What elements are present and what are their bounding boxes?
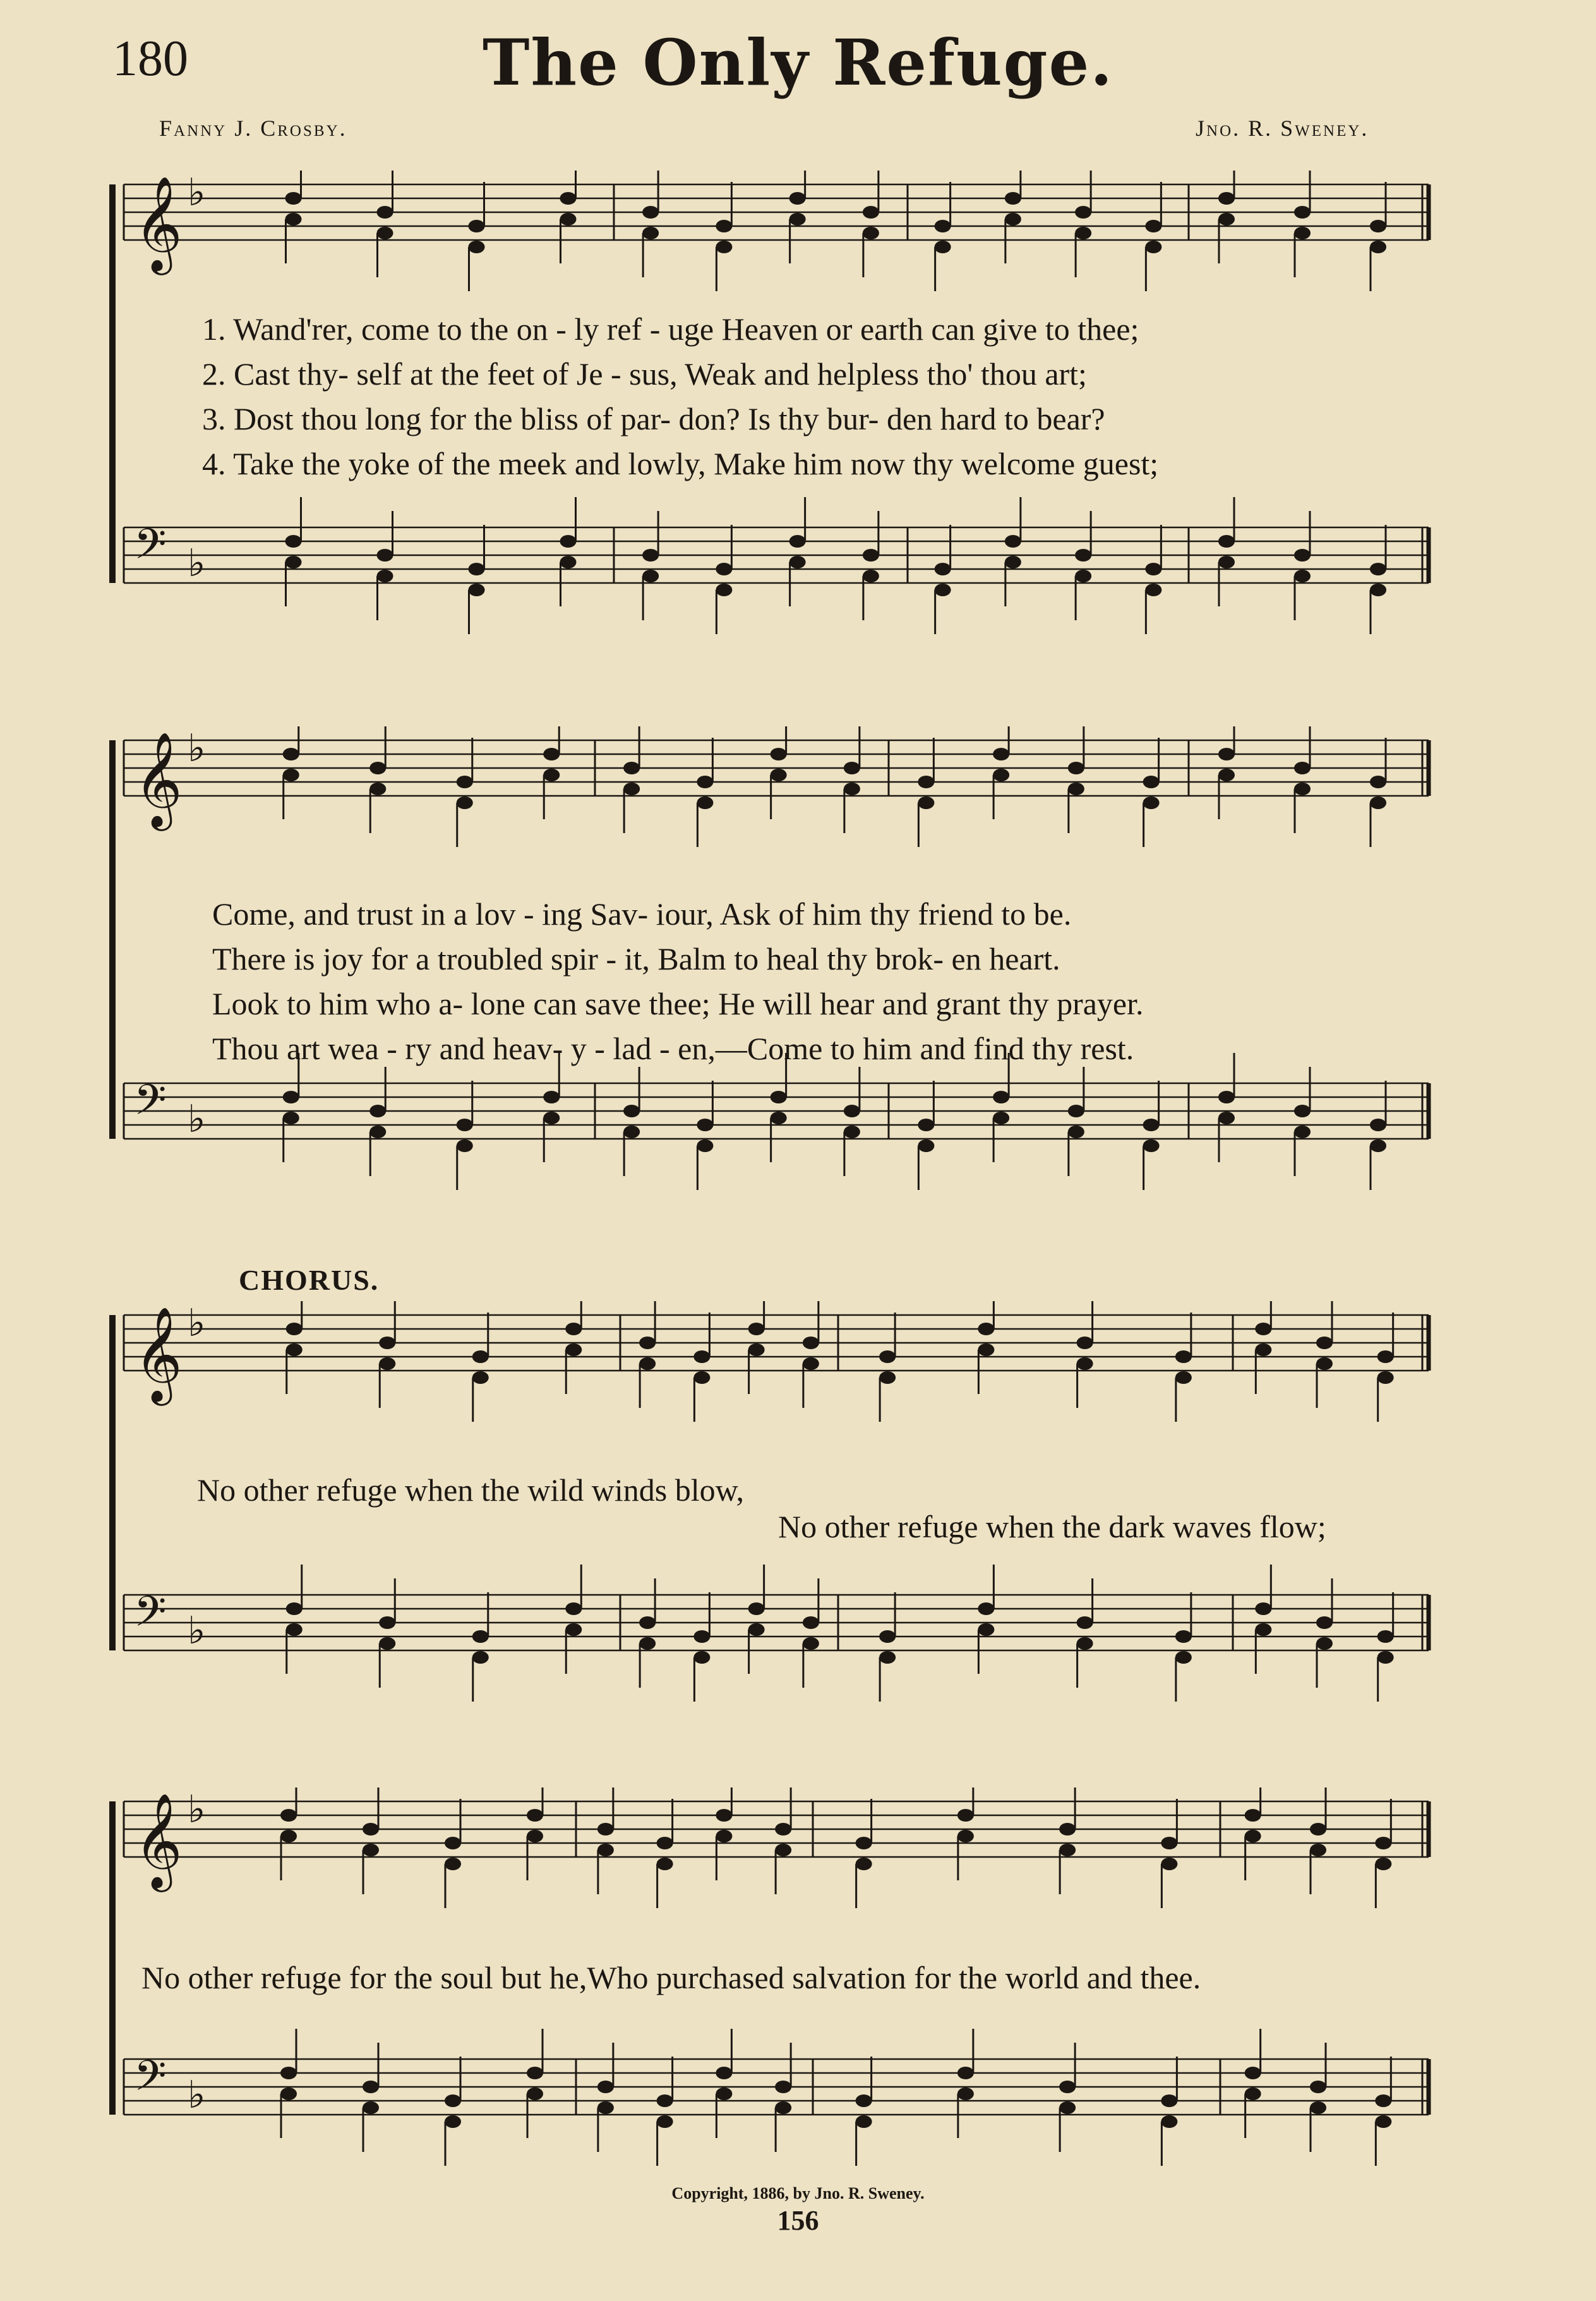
note-head — [978, 1623, 994, 1636]
note-head — [623, 1105, 640, 1117]
bass-clef-icon: 𝄢 — [134, 1587, 167, 1646]
note-head — [623, 1126, 640, 1138]
note-head — [285, 192, 302, 205]
note-head — [1075, 227, 1091, 239]
note-head — [1316, 1337, 1333, 1349]
note-head — [771, 769, 787, 781]
note-head — [560, 192, 577, 205]
note-head — [597, 1844, 614, 1856]
note-head — [1218, 556, 1235, 568]
bass-clef-icon: 𝄢 — [134, 2052, 167, 2110]
flat-icon: ♭ — [188, 541, 206, 586]
note-head — [527, 1830, 543, 1842]
note-head — [1077, 1637, 1093, 1650]
note-head — [993, 1112, 1009, 1124]
treble-clef-icon: 𝄞 — [134, 175, 183, 271]
note-head — [639, 1616, 656, 1629]
note-head — [369, 1126, 386, 1138]
note-head — [935, 241, 951, 253]
note-head — [1294, 570, 1311, 582]
author-credit: Fanny J. Crosby. — [159, 116, 347, 141]
note-head — [1143, 796, 1160, 809]
note-head — [363, 2101, 379, 2114]
note-head — [280, 1809, 297, 1822]
note-head — [1310, 2081, 1326, 2093]
note-head — [789, 556, 806, 568]
note-head — [1316, 1637, 1333, 1650]
note-head — [1377, 1371, 1394, 1384]
note-head — [472, 1350, 489, 1363]
note-head — [445, 1858, 461, 1870]
note-head — [771, 1112, 787, 1124]
note-head — [283, 748, 299, 760]
note-head — [560, 556, 577, 568]
note-head — [472, 1630, 489, 1643]
flat-icon: ♭ — [188, 1787, 206, 1832]
note-head — [1161, 1858, 1177, 1870]
note-head — [642, 570, 659, 582]
note-head — [369, 783, 386, 795]
note-head — [1068, 1126, 1084, 1138]
note-head — [379, 1637, 395, 1650]
verse-line: 4. Take the yoke of the meek and lowly, Make him now thy welcome guest; — [202, 446, 1159, 481]
treble-clef-icon: 𝄞 — [134, 1792, 183, 1888]
note-head — [1245, 1809, 1261, 1822]
note-head — [803, 1637, 819, 1650]
note-head — [716, 220, 732, 232]
page-number: 156 — [777, 2205, 819, 2236]
note-head — [1370, 563, 1386, 575]
flat-icon: ♭ — [188, 1301, 206, 1345]
note-head — [1077, 1357, 1093, 1370]
note-head — [1161, 2094, 1177, 2107]
note-head — [642, 227, 659, 239]
note-head — [363, 2081, 379, 2093]
composer-credit: Jno. R. Sweney. — [1196, 116, 1369, 141]
note-head — [1218, 192, 1235, 205]
verse-line: There is joy for a troubled spir - it, Balm to heal thy brok- en heart. — [212, 941, 1060, 976]
note-head — [597, 2081, 614, 2093]
note-head — [560, 213, 577, 225]
treble-clef-icon: 𝄞 — [134, 731, 183, 827]
hymn-number: 180 — [112, 31, 188, 87]
verse-line: 3. Dost thou long for the bliss of par- don? Is thy bur- den hard to bear? — [202, 401, 1105, 436]
note-head — [469, 241, 485, 253]
note-head — [918, 776, 934, 788]
note-head — [789, 535, 806, 548]
note-head — [1316, 1616, 1333, 1629]
note-head — [1145, 563, 1161, 575]
hymn-title: The Only Refuge. — [482, 25, 1114, 100]
note-head — [771, 748, 787, 760]
note-head — [286, 1323, 303, 1335]
note-head — [1377, 1651, 1394, 1664]
note-head — [693, 1630, 710, 1643]
note-head — [1005, 192, 1021, 205]
note-head — [775, 2101, 791, 2114]
note-head — [1294, 227, 1311, 239]
note-head — [1294, 783, 1311, 795]
note-head — [1255, 1323, 1271, 1335]
note-head — [716, 1809, 732, 1822]
note-head — [1175, 1651, 1192, 1664]
note-head — [918, 796, 934, 809]
note-head — [716, 1830, 732, 1842]
note-head — [623, 762, 640, 774]
note-head — [1375, 1858, 1391, 1870]
note-head — [1245, 2067, 1261, 2079]
note-head — [775, 1844, 791, 1856]
note-head — [748, 1323, 765, 1335]
chorus-line: No other refuge when the wild winds blow, — [197, 1472, 745, 1508]
note-head — [472, 1651, 489, 1664]
note-head — [775, 1823, 791, 1835]
note-head — [863, 227, 879, 239]
note-head — [1310, 1823, 1326, 1835]
note-head — [978, 1343, 994, 1356]
note-head — [377, 206, 393, 219]
note-head — [978, 1323, 994, 1335]
note-head — [280, 1830, 297, 1842]
note-head — [879, 1371, 896, 1384]
note-head — [565, 1623, 582, 1636]
note-head — [657, 1858, 673, 1870]
note-head — [957, 1830, 974, 1842]
note-head — [844, 1126, 860, 1138]
note-head — [285, 556, 302, 568]
chorus-line: No other refuge when the dark waves flow; — [778, 1509, 1326, 1544]
note-head — [597, 1823, 614, 1835]
note-head — [527, 1809, 543, 1822]
note-head — [379, 1357, 395, 1370]
note-head — [1370, 1119, 1386, 1131]
note-head — [935, 220, 951, 232]
note-head — [445, 2115, 461, 2128]
verse-line: Come, and trust in a lov - ing Sav- iour, Ask of him thy friend to be. — [212, 896, 1072, 932]
flat-icon: ♭ — [188, 2073, 206, 2117]
note-head — [379, 1337, 395, 1349]
note-head — [1218, 213, 1235, 225]
note-head — [1143, 776, 1160, 788]
note-head — [1370, 776, 1386, 788]
note-head — [697, 1139, 713, 1152]
note-head — [935, 584, 951, 596]
note-head — [469, 584, 485, 596]
note-head — [1245, 1830, 1261, 1842]
note-head — [856, 2115, 872, 2128]
note-head — [285, 213, 302, 225]
note-head — [803, 1357, 819, 1370]
note-head — [748, 1602, 765, 1615]
note-head — [803, 1337, 819, 1349]
note-head — [1145, 584, 1161, 596]
note-head — [469, 220, 485, 232]
treble-clef-icon: 𝄞 — [134, 1306, 183, 1402]
note-head — [527, 2067, 543, 2079]
note-head — [789, 192, 806, 205]
note-head — [844, 783, 860, 795]
note-head — [1075, 549, 1091, 562]
note-head — [639, 1637, 656, 1650]
note-head — [1255, 1343, 1271, 1356]
note-head — [918, 1119, 934, 1131]
note-head — [918, 1139, 934, 1152]
note-head — [693, 1350, 710, 1363]
note-head — [1077, 1616, 1093, 1629]
note-head — [863, 570, 879, 582]
note-head — [1375, 2115, 1391, 2128]
note-head — [957, 2067, 974, 2079]
note-head — [1370, 584, 1386, 596]
note-head — [469, 563, 485, 575]
note-head — [716, 241, 732, 253]
verse-line: Thou art wea - ry and heav- y - lad - en,—Come to him and find thy rest. — [212, 1031, 1134, 1066]
note-head — [1005, 213, 1021, 225]
note-head — [1377, 1350, 1394, 1363]
note-head — [1145, 241, 1161, 253]
note-head — [543, 1112, 560, 1124]
note-head — [565, 1602, 582, 1615]
note-head — [280, 2067, 297, 2079]
note-head — [856, 1837, 872, 1849]
note-head — [775, 2081, 791, 2093]
note-head — [771, 1091, 787, 1103]
note-head — [1245, 2088, 1261, 2100]
note-head — [957, 1809, 974, 1822]
note-head — [1370, 796, 1386, 809]
note-head — [1005, 556, 1021, 568]
note-head — [716, 584, 732, 596]
note-head — [1370, 220, 1386, 232]
note-head — [1294, 762, 1311, 774]
chorus-line: No other refuge for the soul but he,Who purchased salvation for the world and thee. — [141, 1960, 1201, 1995]
note-head — [1370, 241, 1386, 253]
note-head — [1059, 1823, 1076, 1835]
note-head — [623, 783, 640, 795]
flat-icon: ♭ — [188, 1097, 206, 1141]
note-head — [1310, 1844, 1326, 1856]
note-head — [1175, 1371, 1192, 1384]
note-head — [978, 1602, 994, 1615]
note-head — [844, 1105, 860, 1117]
note-head — [1161, 2115, 1177, 2128]
note-head — [363, 1844, 379, 1856]
note-head — [1294, 206, 1311, 219]
note-head — [560, 535, 577, 548]
note-head — [1218, 748, 1235, 760]
note-head — [1218, 535, 1235, 548]
note-head — [1294, 1126, 1311, 1138]
note-head — [1005, 535, 1021, 548]
note-head — [697, 1119, 713, 1131]
bass-clef-icon: 𝄢 — [134, 520, 167, 579]
note-head — [789, 213, 806, 225]
note-head — [369, 1105, 386, 1117]
note-head — [693, 1371, 710, 1384]
note-head — [693, 1651, 710, 1664]
note-head — [377, 549, 393, 562]
note-head — [1077, 1337, 1093, 1349]
note-head — [457, 1139, 473, 1152]
note-head — [993, 1091, 1009, 1103]
note-head — [457, 1119, 473, 1131]
note-head — [642, 549, 659, 562]
note-head — [1068, 762, 1084, 774]
note-head — [639, 1357, 656, 1370]
note-head — [457, 776, 473, 788]
verse-line: 2. Cast thy- self at the feet of Je - sus, Weak and helpless tho' thou art; — [202, 356, 1087, 392]
note-head — [280, 2088, 297, 2100]
copyright-notice: Copyright, 1886, by Jno. R. Sweney. — [671, 2184, 925, 2202]
note-head — [1218, 1112, 1235, 1124]
note-head — [697, 776, 713, 788]
note-head — [748, 1623, 765, 1636]
note-head — [363, 1823, 379, 1835]
verse-line: Look to him who a- lone can save thee; He will hear and grant thy prayer. — [212, 986, 1144, 1021]
note-head — [445, 2094, 461, 2107]
note-head — [657, 2115, 673, 2128]
note-head — [1075, 570, 1091, 582]
note-head — [1294, 1105, 1311, 1117]
note-head — [957, 2088, 974, 2100]
note-head — [716, 2067, 732, 2079]
note-head — [642, 206, 659, 219]
note-head — [657, 1837, 673, 1849]
note-head — [879, 1630, 896, 1643]
note-head — [1175, 1350, 1192, 1363]
note-head — [286, 1343, 303, 1356]
note-head — [283, 1091, 299, 1103]
note-head — [377, 227, 393, 239]
note-head — [639, 1337, 656, 1349]
note-head — [1255, 1623, 1271, 1636]
note-head — [565, 1323, 582, 1335]
note-head — [286, 1602, 303, 1615]
note-head — [657, 2094, 673, 2107]
note-head — [716, 563, 732, 575]
note-head — [993, 769, 1009, 781]
note-head — [748, 1343, 765, 1356]
note-head — [543, 1091, 560, 1103]
note-head — [1145, 220, 1161, 232]
note-head — [1294, 549, 1311, 562]
note-head — [283, 1112, 299, 1124]
note-head — [1218, 769, 1235, 781]
note-head — [863, 549, 879, 562]
note-head — [1370, 1139, 1386, 1152]
note-head — [697, 796, 713, 809]
note-head — [1316, 1357, 1333, 1370]
note-head — [803, 1616, 819, 1629]
note-head — [863, 206, 879, 219]
note-head — [285, 535, 302, 548]
chorus-label: CHORUS. — [239, 1264, 380, 1296]
flat-icon: ♭ — [188, 1609, 206, 1653]
note-head — [1068, 1105, 1084, 1117]
note-head — [445, 1837, 461, 1849]
note-head — [1068, 783, 1084, 795]
note-head — [543, 769, 560, 781]
note-head — [369, 762, 386, 774]
note-head — [597, 2101, 614, 2114]
note-head — [1175, 1630, 1192, 1643]
note-head — [527, 2088, 543, 2100]
note-head — [457, 796, 473, 809]
note-head — [993, 748, 1009, 760]
note-head — [379, 1616, 395, 1629]
note-head — [472, 1371, 489, 1384]
note-head — [1255, 1602, 1271, 1615]
note-head — [1375, 2094, 1391, 2107]
verse-line: 1. Wand'rer, come to the on - ly ref - uge Heaven or earth can give to thee; — [202, 311, 1139, 347]
flat-icon: ♭ — [188, 726, 206, 771]
note-head — [543, 748, 560, 760]
note-head — [1377, 1630, 1394, 1643]
bass-clef-icon: 𝄢 — [134, 1076, 167, 1134]
note-head — [1059, 2081, 1076, 2093]
note-head — [856, 2094, 872, 2107]
note-head — [1375, 1837, 1391, 1849]
note-head — [286, 1623, 303, 1636]
note-head — [879, 1651, 896, 1664]
note-head — [856, 1858, 872, 1870]
note-head — [1059, 1844, 1076, 1856]
note-head — [565, 1343, 582, 1356]
note-head — [1218, 1091, 1235, 1103]
note-head — [1161, 1837, 1177, 1849]
note-head — [935, 563, 951, 575]
note-head — [879, 1350, 896, 1363]
note-head — [1143, 1119, 1160, 1131]
note-head — [1059, 2101, 1076, 2114]
note-head — [377, 570, 393, 582]
note-head — [844, 762, 860, 774]
flat-icon: ♭ — [188, 171, 206, 215]
note-head — [716, 2088, 732, 2100]
note-head — [1310, 2101, 1326, 2114]
note-head — [283, 769, 299, 781]
note-head — [1143, 1139, 1160, 1152]
note-head — [1075, 206, 1091, 219]
